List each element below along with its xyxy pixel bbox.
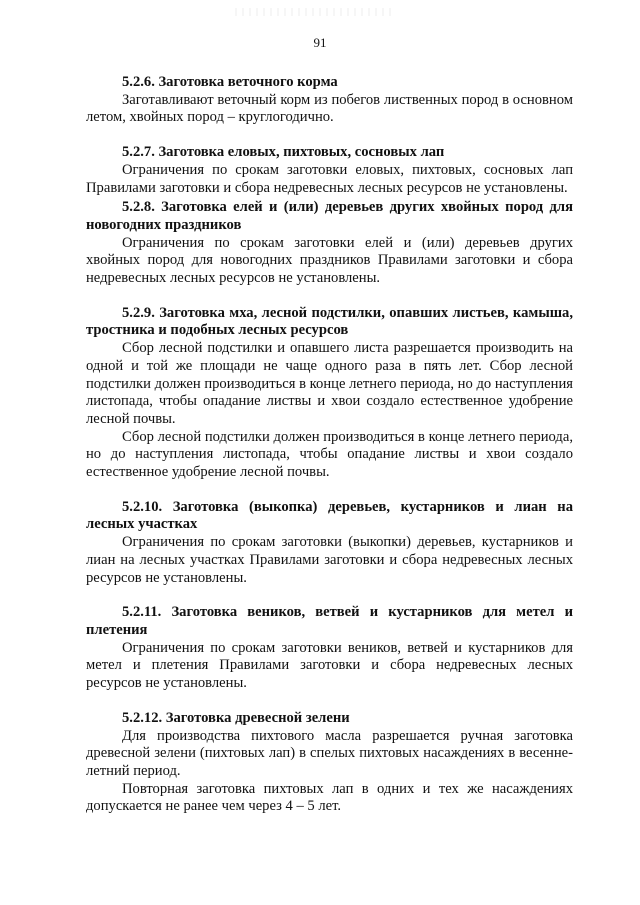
- section-heading: 5.2.11. Заготовка веников, ветвей и кустарников для метел и плетения: [86, 604, 573, 638]
- section-heading: 5.2.10. Заготовка (выкопка) деревьев, кустарников и лиан на лесных участках: [86, 498, 573, 533]
- section-paragraph: Заготавливают веточный корм из побегов лиственных пород в основном летом, хвойных пород – круглогодично.: [86, 91, 573, 126]
- section-5-2-12: [86, 710, 573, 816]
- section-paragraph: Сбор лесной подстилки и опавшего листа разрешается производить на одной и той же площади не чаще одного раза в пять лет. Сбор лесной подстилки должен производиться в конце летнего периода, но до наступления листопада, чтобы опадание листвы и хвои создало естественное удобрение лесной почвы.: [86, 340, 573, 427]
- section-5-2-10: [86, 499, 573, 588]
- section-5-2-11: [86, 604, 573, 693]
- section-heading: 5.2.6. Заготовка веточного корма: [122, 74, 338, 90]
- document-body: [86, 74, 573, 816]
- section-paragraph: Для производства пихтового масла разрешается ручная заготовка древесной зелени (пихтовых лап) в спелых пихтовых насаждениях в весенне-летний период.: [86, 727, 573, 779]
- section-paragraph: Ограничения по срокам заготовки веников, ветвей и кустарников для метел и плетения Правилами заготовки и сбора недревесных лесных ресурсов не установлены.: [86, 639, 573, 692]
- section-5-2-8: [86, 199, 573, 288]
- section-paragraph: Ограничения по срокам заготовки елей и (или) деревьев других хвойных пород для новогодних праздников Правилами заготовки и сбора недревесных лесных ресурсов не установлены.: [86, 234, 573, 287]
- section-5-2-9: [86, 305, 573, 482]
- section-heading: 5.2.8. Заготовка елей и (или) деревьев других хвойных пород для новогодних праздников: [86, 199, 573, 233]
- section-paragraph: Ограничения по срокам заготовки (выкопки) деревьев, кустарников и лиан на лесных участках Правилами заготовки и сбора недревесных лесных ресурсов не установлены.: [86, 534, 573, 586]
- section-paragraph: Ограничения по срокам заготовки еловых, пихтовых, сосновых лап Правилами заготовки и сбора недревесных лесных ресурсов не установлены.: [86, 161, 573, 196]
- page-number: 91: [313, 35, 327, 50]
- section-heading: 5.2.7. Заготовка еловых, пихтовых, сосновых лап: [122, 144, 445, 161]
- section-paragraph: Сбор лесной подстилки должен производиться в конце летнего периода, но до наступления листопада, чтобы опадание листвы и хвои создало естественное удобрение лесной почвы.: [86, 428, 573, 481]
- section-5-2-6: [86, 74, 573, 127]
- section-paragraph: Повторная заготовка пихтовых лап в одних и тех же насаждениях допускается не ранее чем через 4 – 5 лет.: [86, 780, 573, 815]
- scan-artifact: [235, 8, 395, 16]
- section-5-2-7: [86, 144, 573, 197]
- section-heading: 5.2.12. Заготовка древесной зелени: [122, 709, 350, 726]
- section-heading: 5.2.9. Заготовка мха, лесной подстилки, опавших листьев, камыша, тростника и подобных лесных ресурсов: [86, 304, 573, 339]
